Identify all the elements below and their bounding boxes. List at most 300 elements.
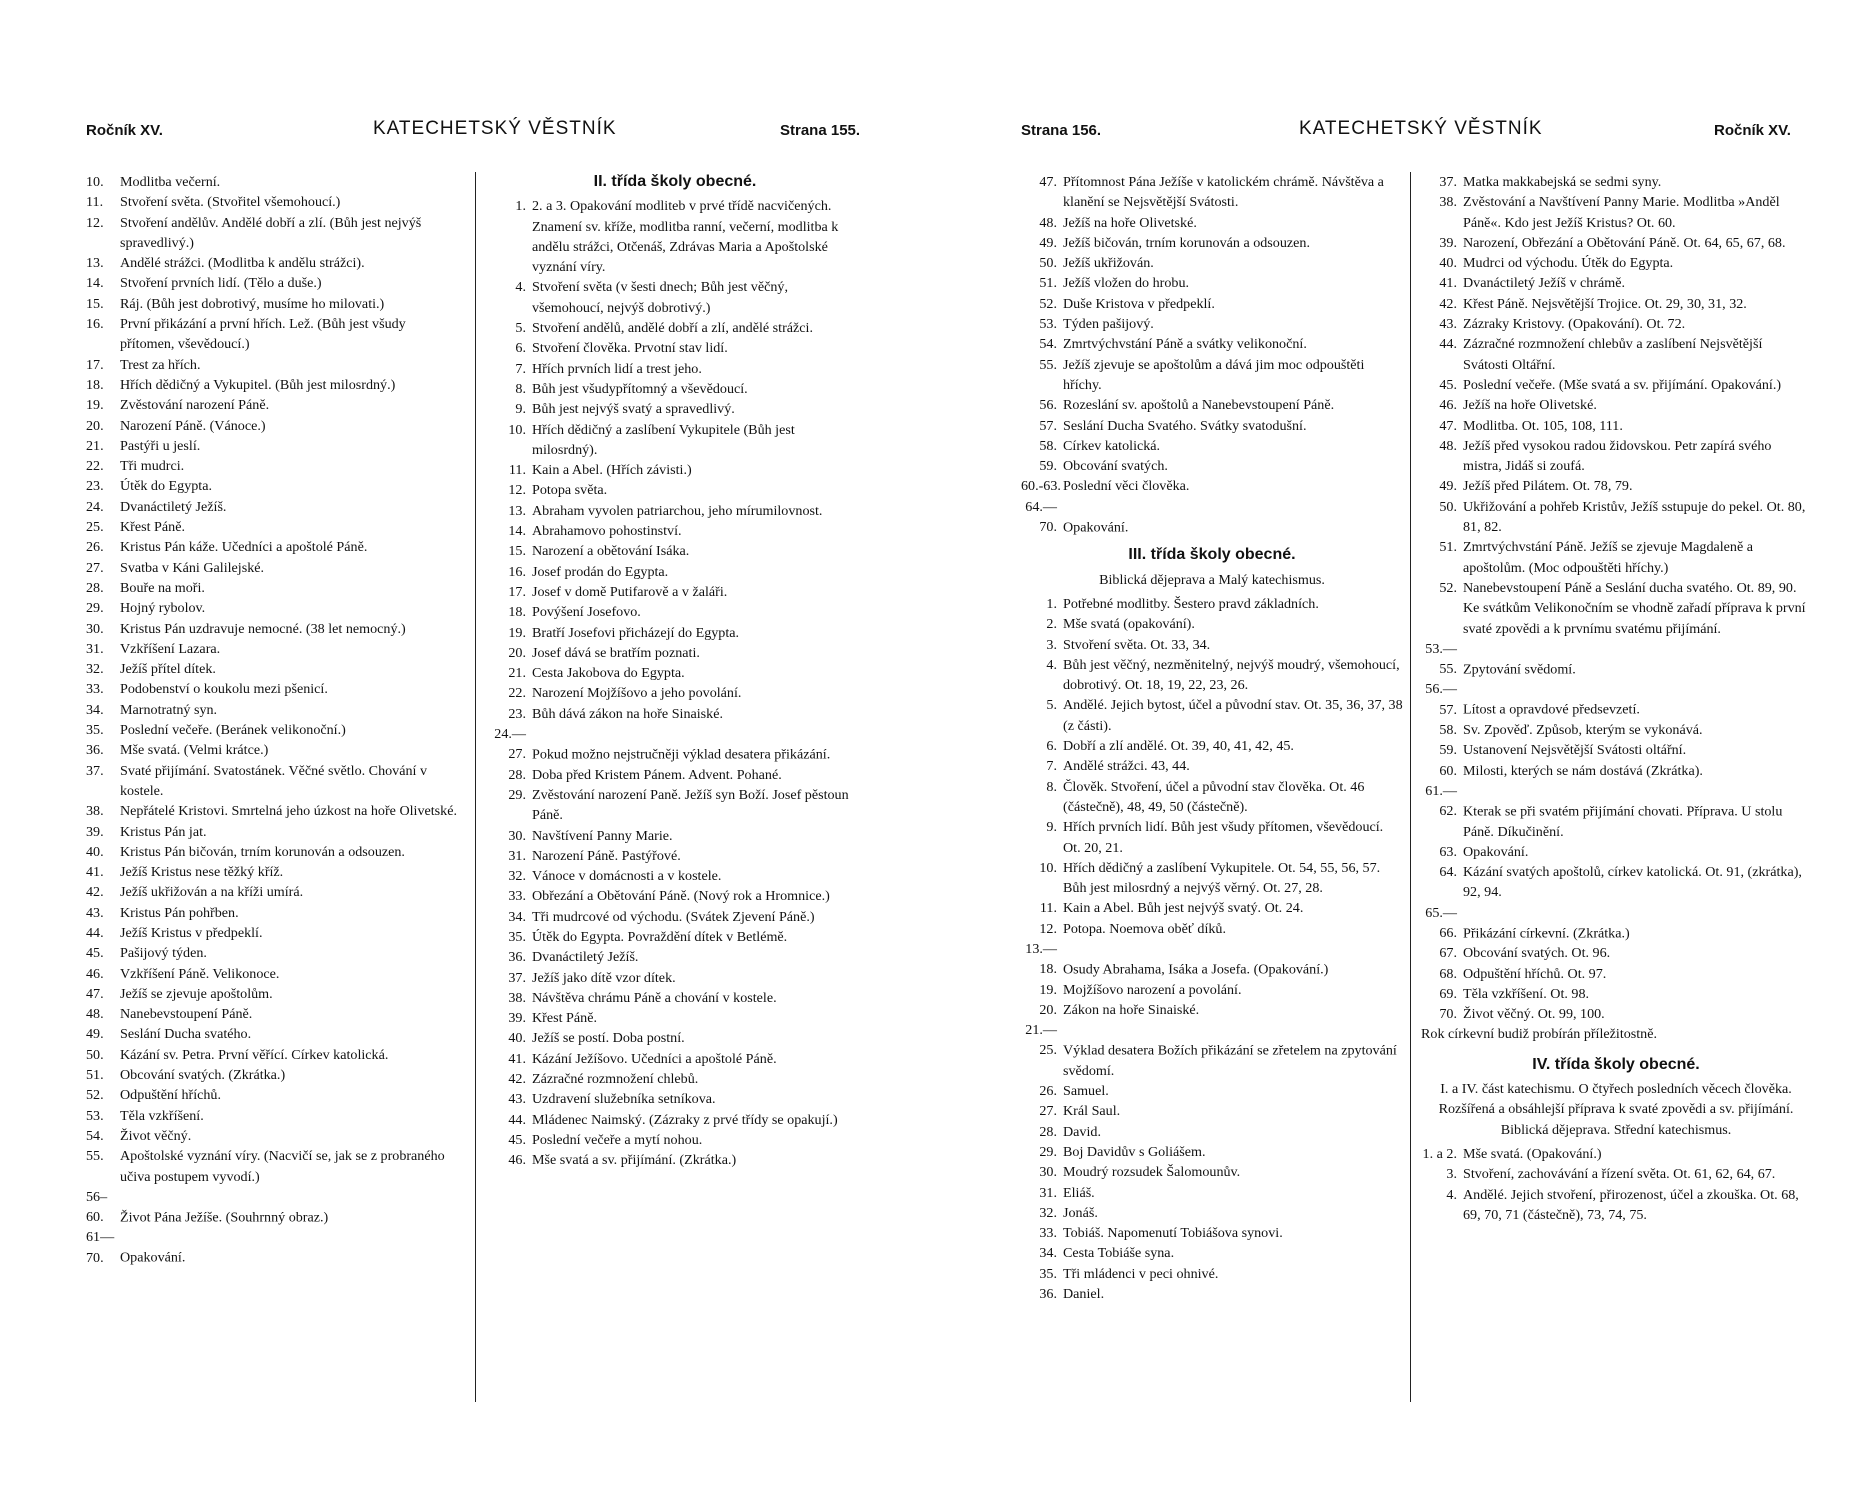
item-text: Zázračné rozmnožení chlebův a zaslíbení Nejsvětější Svátosti Oltářní. bbox=[1463, 336, 1763, 373]
list-item bbox=[1021, 817, 1403, 858]
list-item bbox=[1421, 903, 1811, 944]
list-item bbox=[86, 943, 458, 963]
item-number: 20. bbox=[1039, 1001, 1057, 1018]
item-text: Bůh jest nejvýš svatý a spravedlivý. bbox=[532, 401, 735, 418]
list-item bbox=[490, 826, 860, 846]
list-item bbox=[1421, 253, 1811, 273]
item-number: 34. bbox=[1039, 1245, 1057, 1262]
item-number: 17. bbox=[508, 583, 526, 600]
list-item bbox=[1021, 1264, 1403, 1284]
item-number: 45. bbox=[1439, 376, 1457, 393]
list-item bbox=[1021, 456, 1403, 476]
item-number: 8. bbox=[515, 380, 526, 397]
item-text: Pokud možno nejstručněji výklad desatera přikázání. bbox=[532, 746, 831, 763]
item-number: 34. bbox=[508, 908, 526, 925]
list-item bbox=[1021, 1000, 1403, 1020]
item-text: Cesta Tobiáše syna. bbox=[1063, 1245, 1175, 1262]
item-number: 6. bbox=[515, 340, 526, 357]
item-number: 20. bbox=[86, 417, 104, 434]
list-item bbox=[490, 968, 860, 988]
item-text: Osudy Abrahama, Isáka a Josefa. (Opakování.) bbox=[1063, 961, 1329, 978]
item-text: Josef prodán do Egypta. bbox=[532, 563, 669, 580]
list-item bbox=[1421, 964, 1811, 984]
item-text: Seslání Ducha Svatého. Svátky svatodušní. bbox=[1063, 417, 1307, 434]
left-page-column-1 bbox=[86, 172, 458, 1268]
item-number: 45. bbox=[508, 1131, 526, 1148]
item-number: 13.—18. bbox=[1025, 940, 1057, 978]
item-text: Mše svatá (opakování). bbox=[1063, 616, 1195, 633]
item-text: Andělé. Jejich bytost, účel a původní stav. Ot. 35, 36, 37, 38 (z části). bbox=[1063, 697, 1403, 734]
item-number: 6. bbox=[1046, 738, 1057, 755]
list-item bbox=[490, 643, 860, 663]
list-item bbox=[86, 1187, 458, 1228]
item-number: 30. bbox=[86, 620, 104, 637]
item-number: 54. bbox=[1039, 336, 1057, 353]
list-item bbox=[86, 355, 458, 375]
item-number: 37. bbox=[508, 969, 526, 986]
item-text: Mše svatá. (Velmi krátce.) bbox=[120, 742, 269, 759]
item-number: 28. bbox=[1039, 1123, 1057, 1140]
item-text: Bratří Josefovi přicházejí do Egypta. bbox=[532, 624, 740, 641]
list-item bbox=[1421, 416, 1811, 436]
item-number: 5. bbox=[515, 320, 526, 337]
item-number: 56.—57. bbox=[1425, 681, 1457, 718]
item-text: David. bbox=[1063, 1123, 1101, 1140]
list-item bbox=[1021, 476, 1403, 496]
item-number: 29. bbox=[508, 786, 526, 803]
item-number: 31. bbox=[86, 640, 104, 657]
list-item bbox=[1021, 233, 1403, 253]
list-item bbox=[86, 1126, 458, 1146]
item-number: 15. bbox=[86, 295, 104, 312]
item-text: Ježíš ukřižován. bbox=[1063, 255, 1154, 272]
item-text: Křest Páně. bbox=[532, 1010, 597, 1027]
item-text: Tři mudrcové od východu. (Svátek Zjevení Páně.) bbox=[532, 908, 815, 925]
list-item bbox=[1021, 858, 1403, 899]
list-item bbox=[1021, 1183, 1403, 1203]
list-item bbox=[490, 480, 860, 500]
list-item bbox=[490, 1028, 860, 1048]
list-item bbox=[86, 578, 458, 598]
item-text: Obřezání a Obětování Páně. (Nový rok a Hromnice.) bbox=[532, 888, 830, 905]
item-text: Ježíš Kristus nese těžký kříž. bbox=[120, 864, 284, 881]
column-divider bbox=[475, 172, 476, 1402]
list-item bbox=[1021, 1203, 1403, 1223]
list-item bbox=[1421, 273, 1811, 293]
list-item bbox=[1421, 314, 1811, 334]
list-item bbox=[1021, 355, 1403, 396]
list-item bbox=[1021, 395, 1403, 415]
item-text: Stvoření světa (v šesti dnech; Bůh jest věčný, všemohoucí, nejvýš dobrotivý.) bbox=[532, 279, 788, 316]
list-item bbox=[86, 740, 458, 760]
item-text: Odpuštění hříchů. bbox=[120, 1087, 221, 1104]
item-number: 16. bbox=[508, 563, 526, 580]
list-item bbox=[1421, 943, 1811, 963]
item-number: 29. bbox=[1039, 1143, 1057, 1160]
list-item bbox=[490, 1049, 860, 1069]
item-number: 4. bbox=[1446, 1186, 1457, 1203]
item-number: 69. bbox=[1439, 985, 1457, 1002]
list-item bbox=[1021, 294, 1403, 314]
item-number: 40. bbox=[508, 1030, 526, 1047]
list-item bbox=[1421, 294, 1811, 314]
item-text: Stvoření andělův. Andělé dobří a zlí. (Bůh jest nejvýš spravedlivý.) bbox=[120, 214, 422, 251]
list-item bbox=[490, 582, 860, 602]
left-page-column-2 bbox=[490, 172, 860, 1171]
list-item bbox=[1021, 1122, 1403, 1142]
list-item bbox=[86, 903, 458, 923]
item-number: 23. bbox=[508, 705, 526, 722]
item-number: 11. bbox=[86, 194, 104, 211]
item-number: 32. bbox=[86, 661, 104, 678]
item-text: Kristus Pán bičován, trním korunován a odsouzen. bbox=[120, 843, 405, 860]
item-text: Modlitba večerní. bbox=[120, 174, 221, 190]
item-text: Povýšení Josefovo. bbox=[532, 604, 641, 621]
item-number: 36. bbox=[508, 949, 526, 966]
item-number: 56. bbox=[1039, 397, 1057, 414]
list-item bbox=[490, 399, 860, 419]
item-number: 50. bbox=[1039, 255, 1057, 272]
item-text: Sv. Zpověď. Způsob, kterým se vykonává. bbox=[1463, 722, 1703, 739]
item-text: Andělé. Jejich stvoření, přirozenost, účel a zkouška. Ot. 68, 69, 70, 71 (částečně), 73, 74, 75. bbox=[1463, 1186, 1799, 1223]
item-number: 4. bbox=[515, 279, 526, 296]
item-text: Seslání Ducha svatého. bbox=[120, 1026, 252, 1043]
item-number: 3. bbox=[1446, 1166, 1457, 1183]
list-item bbox=[86, 679, 458, 699]
list-item bbox=[1421, 395, 1811, 415]
item-number: 44. bbox=[86, 924, 104, 941]
item-text: Potopa. Noemova oběť díků. bbox=[1063, 920, 1226, 937]
list-item bbox=[1021, 1223, 1403, 1243]
item-number: 48. bbox=[1439, 437, 1457, 454]
list-item bbox=[490, 704, 860, 724]
item-number: 58. bbox=[1039, 437, 1057, 454]
column-divider bbox=[1410, 172, 1411, 1402]
list-item bbox=[490, 724, 860, 765]
item-number: 55. bbox=[86, 1148, 104, 1165]
item-number: 20. bbox=[508, 644, 526, 661]
item-text: Křest Páně. bbox=[120, 519, 185, 536]
item-number: 52. bbox=[1439, 579, 1457, 596]
item-text: Člověk. Stvoření, účel a původní stav člověka. Ot. 46 (částečně), 48, 49, 50 (částečně). bbox=[1063, 778, 1365, 815]
item-text: Hojný rybolov. bbox=[120, 600, 206, 617]
right-page-header bbox=[929, 118, 1858, 142]
right-page bbox=[929, 0, 1858, 1501]
item-text: Mládenec Naimský. (Zázraky z prvé třídy se opakují.) bbox=[532, 1111, 838, 1128]
item-text: Duše Kristova v předpeklí. bbox=[1063, 295, 1215, 312]
item-number: 50. bbox=[1439, 498, 1457, 515]
list-item bbox=[490, 277, 860, 318]
item-number: 39. bbox=[508, 1010, 526, 1027]
item-number: 46. bbox=[86, 965, 104, 982]
item-number: 1. bbox=[515, 198, 526, 215]
list-item bbox=[1021, 1101, 1403, 1121]
list-item bbox=[86, 1085, 458, 1105]
item-number: 32. bbox=[508, 868, 526, 885]
item-text: Církev katolická. bbox=[1063, 437, 1161, 454]
item-number: 13. bbox=[86, 255, 104, 272]
item-number: 8. bbox=[1046, 778, 1057, 795]
left-page-header bbox=[0, 118, 929, 142]
list-item bbox=[1021, 1162, 1403, 1182]
list-item bbox=[490, 562, 860, 582]
item-text: Potopa světa. bbox=[532, 482, 608, 499]
list-item bbox=[1421, 1164, 1811, 1184]
item-number: 27. bbox=[86, 559, 104, 576]
list-item bbox=[490, 947, 860, 967]
item-text: Kázání svatých apoštolů, církev katolická. Ot. 91, (zkrátka), 92, 94. bbox=[1463, 864, 1802, 901]
item-text: Boj Davidův s Goliášem. bbox=[1063, 1143, 1206, 1160]
item-number: 40. bbox=[1439, 255, 1457, 272]
item-text: Svaté přijímání. Svatostánek. Věčné světlo. Chování v kostele. bbox=[120, 762, 428, 799]
item-text: Zázraky Kristovy. (Opakování). Ot. 72. bbox=[1463, 316, 1686, 333]
item-text: Kristus Pán jat. bbox=[120, 823, 207, 840]
item-text: Křest Páně. Nejsvětější Trojice. Ot. 29, 30, 31, 32. bbox=[1463, 295, 1747, 312]
item-text: Jonáš. bbox=[1063, 1204, 1098, 1221]
item-text: Ježíš se postí. Doba postní. bbox=[532, 1030, 685, 1047]
list-item bbox=[86, 700, 458, 720]
list-item bbox=[86, 395, 458, 415]
item-text: Obcování svatých. (Zkrátka.) bbox=[120, 1067, 286, 1084]
list-item bbox=[490, 1110, 860, 1130]
item-text: Kázání sv. Petra. První věřící. Církev katolická. bbox=[120, 1046, 389, 1063]
item-text: Modlitba. Ot. 105, 108, 111. bbox=[1463, 417, 1623, 434]
item-text: Zmrtvýchvstání Páně. Ježíš se zjevuje Magdaleně a apoštolům. (Moc odpouštěti hříchy.) bbox=[1463, 539, 1753, 576]
item-text: Stvoření světa. Ot. 33, 34. bbox=[1063, 636, 1211, 653]
item-text: Ježíš zjevuje se apoštolům a dává jim moc odpouštěti hříchy. bbox=[1063, 356, 1365, 393]
list-item bbox=[1421, 334, 1811, 375]
section-heading-class-3: III. třída školy obecné. bbox=[1128, 546, 1296, 564]
volume-label: Ročník XV. bbox=[1714, 122, 1791, 139]
item-text: Zmrtvýchvstání Páně a svátky velikonoční. bbox=[1063, 336, 1307, 353]
item-number: 11. bbox=[1039, 900, 1057, 917]
list-item bbox=[86, 1065, 458, 1085]
item-number: 7. bbox=[1046, 758, 1057, 775]
item-number: 46. bbox=[508, 1152, 526, 1169]
list-item bbox=[1421, 172, 1811, 192]
list-item bbox=[490, 765, 860, 785]
list-item bbox=[1021, 695, 1403, 736]
item-text: Ukřižování a pohřeb Kristův, Ježíš sstupuje do pekel. Ot. 80, 81, 82. bbox=[1463, 498, 1806, 536]
item-text: Narození Páně. Pastýřové. bbox=[532, 847, 681, 864]
item-number: 28. bbox=[508, 766, 526, 783]
list-item bbox=[86, 416, 458, 436]
item-number: 51. bbox=[86, 1067, 104, 1084]
item-number: 60.-63. bbox=[1021, 478, 1061, 495]
list-item bbox=[1021, 172, 1403, 213]
list-item bbox=[1021, 253, 1403, 273]
list-item bbox=[1421, 639, 1811, 680]
item-text: Přikázání církevní. (Zkrátka.) bbox=[1463, 924, 1630, 941]
journal-title: KATECHETSKÝ VĚSTNÍK bbox=[1299, 118, 1543, 139]
item-text: Samuel. bbox=[1063, 1083, 1109, 1100]
list-item bbox=[490, 663, 860, 683]
item-number: 49. bbox=[1439, 478, 1457, 495]
section-heading-class-2: II. třída školy obecné. bbox=[593, 173, 757, 190]
item-text: Abrahamovo pohostinství. bbox=[532, 523, 682, 540]
list-item bbox=[490, 1069, 860, 1089]
list-item bbox=[86, 213, 458, 254]
list-item bbox=[1021, 213, 1403, 233]
list-item bbox=[1421, 740, 1811, 760]
item-number: 19. bbox=[508, 624, 526, 641]
item-number: 19. bbox=[1039, 981, 1057, 998]
item-text: Ježíš jako dítě vzor dítek. bbox=[532, 969, 676, 986]
list-item bbox=[1021, 756, 1403, 776]
item-text: Zvěstování a Navštívení Panny Marie. Modlitba »Anděl Páně«. Kdo jest Ježíš Kristus? Ot. 60. bbox=[1463, 194, 1780, 231]
item-number: 32. bbox=[1039, 1204, 1057, 1221]
item-text: Pašijový týden. bbox=[120, 945, 207, 962]
item-text: Výklad desatera Božích přikázání se zřetelem na zpytování svědomí. bbox=[1063, 1042, 1397, 1079]
item-text: Odpuštění hříchů. Ot. 97. bbox=[1463, 965, 1607, 982]
list-item bbox=[490, 379, 860, 399]
item-number: 28. bbox=[86, 579, 104, 596]
list-item bbox=[1421, 862, 1811, 903]
item-number: 36. bbox=[86, 742, 104, 759]
item-text: Hřích prvních lidí. Bůh jest všudy přítomen, vševědoucí. Ot. 20, 21. bbox=[1063, 819, 1384, 856]
list-item bbox=[1021, 614, 1403, 634]
item-number: 16. bbox=[86, 316, 104, 333]
list-item bbox=[86, 1106, 458, 1126]
item-number: 33. bbox=[508, 888, 526, 905]
item-text: Doba před Kristem Pánem. Advent. Pohané. bbox=[532, 766, 782, 783]
item-text: Vzkříšení Páně. Velikonoce. bbox=[120, 965, 280, 982]
item-text: Stvoření andělů, andělé dobří a zlí, andělé strážci. bbox=[532, 320, 813, 337]
list-item bbox=[1021, 898, 1403, 918]
item-number: 67. bbox=[1439, 945, 1457, 962]
item-text: Kristus Pán uzdravuje nemocné. (38 let nemocný.) bbox=[120, 620, 406, 637]
item-number: 44. bbox=[1439, 336, 1457, 353]
list-item bbox=[86, 436, 458, 456]
item-text: Kain a Abel. (Hřích závisti.) bbox=[532, 462, 692, 479]
item-text: Ježíš Kristus v předpeklí. bbox=[120, 924, 263, 941]
item-number: 26. bbox=[1039, 1083, 1057, 1100]
list-item bbox=[490, 886, 860, 906]
list-item bbox=[490, 623, 860, 643]
item-number: 24. bbox=[86, 498, 104, 515]
item-number: 21. bbox=[86, 437, 104, 454]
item-number: 44. bbox=[508, 1111, 526, 1128]
item-text: Zázračné rozmnožení chlebů. bbox=[532, 1071, 699, 1088]
list-item bbox=[1421, 375, 1811, 395]
item-text: Stvoření člověka. Prvotní stav lidí. bbox=[532, 340, 728, 357]
list-item bbox=[1021, 314, 1403, 334]
list-item bbox=[490, 521, 860, 541]
item-text: Opakování. bbox=[1063, 519, 1129, 536]
item-number: 38. bbox=[86, 803, 104, 820]
item-number: 51. bbox=[1039, 275, 1057, 292]
item-text: Andělé strážci. 43, 44. bbox=[1063, 758, 1190, 775]
list-item bbox=[86, 761, 458, 802]
item-text: Ježíš na hoře Olivetské. bbox=[1063, 214, 1197, 231]
item-text: Mše svatá a sv. přijímání. (Zkrátka.) bbox=[532, 1152, 737, 1169]
list-item bbox=[86, 537, 458, 557]
list-item bbox=[1021, 594, 1403, 614]
item-text: Bůh dává zákon na hoře Sinaiské. bbox=[532, 705, 723, 722]
item-number: 41. bbox=[508, 1050, 526, 1067]
item-number: 41. bbox=[1439, 275, 1457, 292]
item-number: 13. bbox=[508, 502, 526, 519]
item-number: 53.—55. bbox=[1425, 640, 1457, 678]
list-item bbox=[1421, 842, 1811, 862]
item-text: Zpytování svědomí. bbox=[1463, 661, 1576, 678]
item-text: Uzdravení služebníka setníkova. bbox=[532, 1091, 716, 1108]
item-number: 31. bbox=[508, 847, 526, 864]
list-item bbox=[86, 273, 458, 293]
list-item bbox=[1021, 273, 1403, 293]
list-item bbox=[1421, 497, 1811, 538]
item-text: Poslední večeře. (Beránek velikonoční.) bbox=[120, 722, 346, 739]
item-text: Dvanáctiletý Ježíš. bbox=[532, 949, 639, 966]
item-text: Týden pašijový. bbox=[1063, 316, 1154, 333]
item-text: Nanebevstoupení Páně. bbox=[120, 1006, 253, 1023]
list-item bbox=[86, 1146, 458, 1187]
item-text: Stvoření světa. (Stvořitel všemohoucí.) bbox=[120, 194, 341, 211]
list-item bbox=[86, 720, 458, 740]
item-text: Josef dává se bratřím poznati. bbox=[532, 644, 700, 661]
section-intro: I. a IV. část katechismu. O čtyřech posledních věcech člověka. Rozšířená a obsáhlejší příprava k svaté zpovědi a sv. přijímání. Biblická dějeprava. Střední katechismus. bbox=[1438, 1081, 1794, 1138]
item-text: Apoštolské vyznání víry. (Nacvičí se, jak se z probraného učiva postupem vyvodí.) bbox=[120, 1148, 445, 1185]
list-item bbox=[1021, 1284, 1403, 1304]
item-number: 18. bbox=[508, 604, 526, 621]
item-number: 51. bbox=[1439, 539, 1457, 556]
item-number: 22. bbox=[86, 458, 104, 475]
item-number: 41. bbox=[86, 864, 104, 881]
list-item bbox=[86, 1227, 458, 1268]
item-number: 19. bbox=[86, 397, 104, 414]
list-item bbox=[490, 338, 860, 358]
item-text: Nepřátelé Kristovi. Smrtelná jeho úzkost na hoře Olivetské. bbox=[120, 803, 457, 820]
item-text: Kain a Abel. Bůh jest nejvýš svatý. Ot. 24. bbox=[1063, 900, 1304, 917]
list-item bbox=[1421, 233, 1811, 253]
item-text: Ježíš přítel dítek. bbox=[120, 661, 216, 678]
item-number: 64. bbox=[1439, 864, 1457, 881]
item-number: 52. bbox=[1039, 295, 1057, 312]
item-number: 9. bbox=[515, 401, 526, 418]
item-number: 48. bbox=[1039, 214, 1057, 231]
item-number: 35. bbox=[86, 722, 104, 739]
item-text: Těla vzkříšení. Ot. 98. bbox=[1463, 985, 1590, 1002]
item-text: Ráj. (Bůh jest dobrotivý, musíme ho milovati.) bbox=[120, 295, 385, 312]
item-text: Ustanovení Nejsvětější Svátosti oltářní. bbox=[1463, 742, 1687, 759]
list-item bbox=[490, 1008, 860, 1028]
list-item bbox=[86, 984, 458, 1004]
item-number: 37. bbox=[86, 762, 104, 779]
item-number: 15. bbox=[508, 543, 526, 560]
item-text: Daniel. bbox=[1063, 1286, 1105, 1303]
item-number: 45. bbox=[86, 945, 104, 962]
list-item bbox=[1021, 1142, 1403, 1162]
item-number: 30. bbox=[508, 827, 526, 844]
item-number: 26. bbox=[86, 539, 104, 556]
item-text: Vánoce v domácnosti a v kostele. bbox=[532, 868, 722, 885]
item-number: 36. bbox=[1039, 1286, 1057, 1303]
list-item bbox=[1421, 679, 1811, 720]
item-number: 55. bbox=[1039, 356, 1057, 373]
right-page-column-2 bbox=[1421, 172, 1811, 1225]
list-item bbox=[86, 619, 458, 639]
item-text: Dvanáctiletý Ježíš v chrámě. bbox=[1463, 275, 1626, 292]
list-item bbox=[86, 517, 458, 537]
item-text: Svatba v Káni Galilejské. bbox=[120, 559, 265, 576]
item-number: 21. bbox=[508, 665, 526, 682]
item-number: 17. bbox=[86, 356, 104, 373]
item-text: Bouře na moři. bbox=[120, 579, 205, 596]
list-item bbox=[86, 882, 458, 902]
item-text: Stvoření, zachovávání a řízení světa. Ot. 61, 62, 64, 67. bbox=[1463, 1166, 1776, 1183]
item-text: Poslední večeře. (Mše svatá a sv. přijímání. Opakování.) bbox=[1463, 376, 1782, 393]
item-text: Ježíš před vysokou radou židovskou. Petr zapírá svého mistra, Jidáš si zoufá. bbox=[1463, 437, 1772, 475]
